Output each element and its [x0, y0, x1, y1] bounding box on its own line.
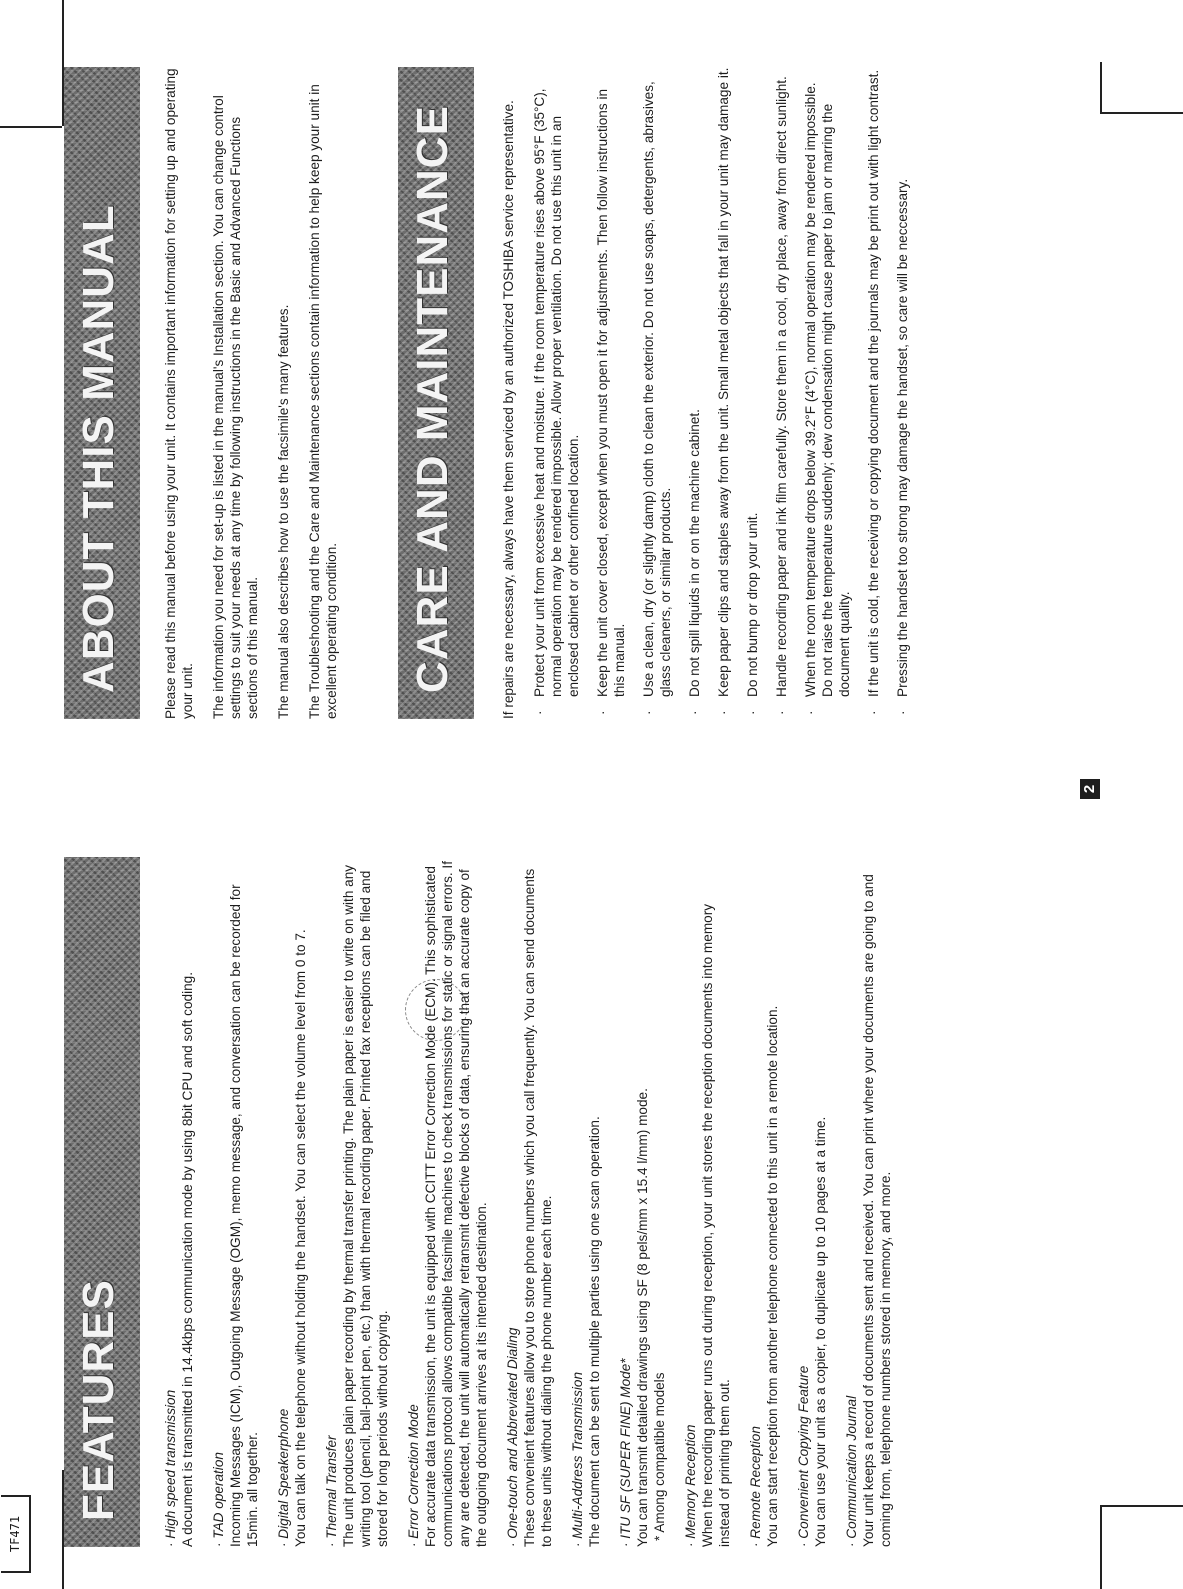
feature-title: Remote Reception: [748, 1426, 763, 1539]
feature-item: · Multi-Address Transmission The document can be sent to multiple parties using one scan operation.: [569, 857, 603, 1547]
feature-title: ITU SF (SUPER FINE) Mode*: [618, 1358, 633, 1539]
feature-title: Memory Reception: [683, 1424, 698, 1539]
feature-title: One-touch and Abbreviated Dialing: [505, 1327, 520, 1539]
feature-item: · Remote Reception You can start reception from another telephone connected to this unit in a remote location.: [747, 857, 781, 1547]
care-item: · Do not spill liquids in or on the machine cabinet.: [686, 67, 703, 719]
feature-body: These convenient features allow you to store phone numbers which you call frequently. You can send documents to these units without dialing the phone number each time.: [522, 868, 554, 1547]
feature-body: You can start reception from another telephone connected to this unit in a remote location.: [765, 1005, 780, 1547]
feature-item: · Digital Speakerphone You can talk on the telephone without holding the handset. You can select the volume level from 0 to 7.: [275, 857, 309, 1547]
feature-title: Convenient Copying Feature: [796, 1365, 811, 1539]
care-item: · Protect your unit from excessive heat and moisture. If the room temperature rises above 95°F (35°C), normal operation may be rendered impossible. Allow proper ventilation. Do not use this unit in an enclosed cabinet or other confined location.: [531, 67, 582, 719]
feature-body: When the recording paper runs out during reception, your unit stores the reception documents into memory instead of printing them out.: [700, 903, 732, 1547]
about-heading: ABOUT THIS MANUAL: [74, 204, 123, 693]
care-item: · Use a clean, dry (or slightly damp) cloth to clean the exterior. Do not use soaps, detergents, abrasives, glass cleaners, or similar products.: [640, 67, 674, 719]
about-paragraph: The Troubleshooting and the Care and Maintenance sections contain information to help keep your unit in excellent operating condition.: [307, 84, 339, 719]
feature-body: A document is transmitted in 14.4kbps communication mode by using 8bit CPU and soft coding.: [180, 971, 195, 1547]
care-intro: If repairs are necessary, always have them serviced by an authorized TOSHIBA service representative.: [501, 100, 516, 719]
about-paragraph: Please read this manual before using your unit. It contains important information for setting up and operating your unit.: [163, 68, 195, 719]
feature-body: For accurate data transmission, the unit is equipped with CCITT Error Correction Mode (ECM). This sophisticated communications protocol allows compatible facsimile machines to check transmissions for static or signal errors. If any are detected, the unit will automatically retransmit defective blocks of data, ensuring that an accurate copy of the outgoing document arrives at its intended destination.: [423, 861, 489, 1547]
care-item: · Pressing the handset too strong may damage the handset, so care will be neccessary.: [894, 67, 911, 719]
feature-item: · Convenient Copying Feature You can use your unit as a copier, to duplicate up to 10 pages at a time.: [795, 857, 829, 1547]
feature-item: · Thermal Transfer The unit produces plain paper recording by thermal transfer printing. The plain paper is easier to write on with any writing tool (pencil, ball-point pen, etc.) than with thermal recording paper. Printed fax receptions can be filed and stored for long periods without copying.: [323, 857, 391, 1547]
care-heading: CARE AND MAINTENANCE: [408, 105, 457, 693]
feature-body: The document can be sent to multiple parties using one scan operation.: [587, 1116, 602, 1547]
right-column: [0, 67, 1183, 719]
care-text: [500, 67, 923, 719]
features-heading: FEATURES: [74, 1279, 123, 1521]
feature-body: Your unit keeps a record of documents sent and received. You can print where your documents are going to and coming from, telephone numbers stored in memory, and more.: [861, 874, 893, 1547]
feature-item: · One-touch and Abbreviated Dialing These convenient features allow you to store phone numbers which you call frequently. You can send documents to these units without dialing the phone number each time.: [504, 857, 555, 1547]
feature-body: You can transmit detailed drawings using SF (8 pels/mm x 15.4 l/mm) mode.: [635, 1088, 650, 1547]
care-item: · If the unit is cold, the receiving or copying document and the journals may be print out with light contrast.: [865, 67, 882, 719]
feature-body: You can use your unit as a copier, to duplicate up to 10 pages at a time.: [813, 1116, 828, 1547]
feature-title: TAD operation: [211, 1452, 226, 1539]
features-list: [162, 857, 908, 1547]
care-item: · Do not bump or drop your unit.: [744, 67, 761, 719]
about-paragraph: The information you need for set-up is listed in the manual's Installation section. You can change control settings to suit your needs at any time by following instructions in the Basic and Advanced Functions sections of this manual.: [211, 95, 260, 719]
about-banner: [64, 67, 140, 719]
care-banner: [398, 67, 474, 719]
feature-item: · Memory Reception When the recording paper runs out during reception, your unit stores the reception documents into memory instead of printing them out.: [682, 857, 733, 1547]
about-paragraph: The manual also describes how to use the facsimile's many features.: [276, 304, 291, 719]
document-code: TF471: [8, 1515, 22, 1553]
care-item: · Keep the unit cover closed, except when you must open it for adjustments. Then follow instructions in this manual.: [594, 67, 628, 719]
feature-item: · Communication Journal Your unit keeps a record of documents sent and received. You can print where your documents are going to and coming from, telephone numbers stored in memory, and more.: [843, 857, 894, 1547]
feature-title: Digital Speakerphone: [276, 1408, 291, 1539]
feature-title: Multi-Address Transmission: [570, 1371, 585, 1539]
page-number: 2: [1080, 779, 1100, 799]
about-text: [162, 67, 354, 719]
features-column: [0, 857, 1183, 1547]
features-banner: [64, 857, 140, 1547]
feature-body: You can talk on the telephone without holding the handset. You can select the volume level from 0 to 7.: [293, 929, 308, 1547]
feature-body: Incoming Messages (ICM), Outgoing Message (OGM), memo message, and conversation can be recorded for 15min. all together.: [228, 884, 260, 1547]
feature-body: The unit produces plain paper recording by thermal transfer printing. The plain paper is easier to write on with any writing tool (pencil, ball-point pen, etc.) than with thermal recording paper. Printed fax receptions can be filed and stored for long periods without copying.: [341, 864, 390, 1547]
feature-title: Error Correction Mode: [406, 1404, 421, 1539]
feature-title: High speed transmission: [163, 1389, 178, 1539]
feature-item: · TAD operation Incoming Messages (ICM), Outgoing Message (OGM), memo message, and conversation can be recorded for 15min. all together.: [210, 857, 261, 1547]
care-item: · When the room temperature drops below 39.2°F (4°C), normal operation may be rendered impossible. Do not raise the temperature suddenly; dew condensation might cause paper to jam or marring the document quality.: [802, 67, 853, 719]
care-item: · Keep paper clips and staples away from the unit. Small metal objects that fall in your unit may damage it.: [715, 67, 732, 719]
feature-item: · Error Correction Mode For accurate data transmission, the unit is equipped with CCITT Error Correction Mode (ECM). This sophisticated communications protocol allows compatible facsimile machines to check transmissions for static or signal errors. If any are detected, the unit will automatically retransmit defective blocks of data, ensuring that an accurate copy of the outgoing document arrives at its intended destination.: [405, 857, 490, 1547]
care-item: · Handle recording paper and ink film carefully. Store them in a cool, dry place, away from direct sunlight.: [773, 67, 790, 719]
feature-item: · ITU SF (SUPER FINE) Mode* You can transmit detailed drawings using SF (8 pels/mm x 15.4 l/mm) mode. * Among compatible models: [617, 857, 668, 1547]
care-list: [531, 67, 911, 719]
feature-title: Thermal Transfer: [324, 1435, 339, 1539]
feature-footnote: * Among compatible models: [652, 1372, 667, 1541]
feature-item: · High speed transmission A document is transmitted in 14.4kbps communication mode by using 8bit CPU and soft coding.: [162, 857, 196, 1547]
feature-title: Communication Journal: [844, 1395, 859, 1539]
